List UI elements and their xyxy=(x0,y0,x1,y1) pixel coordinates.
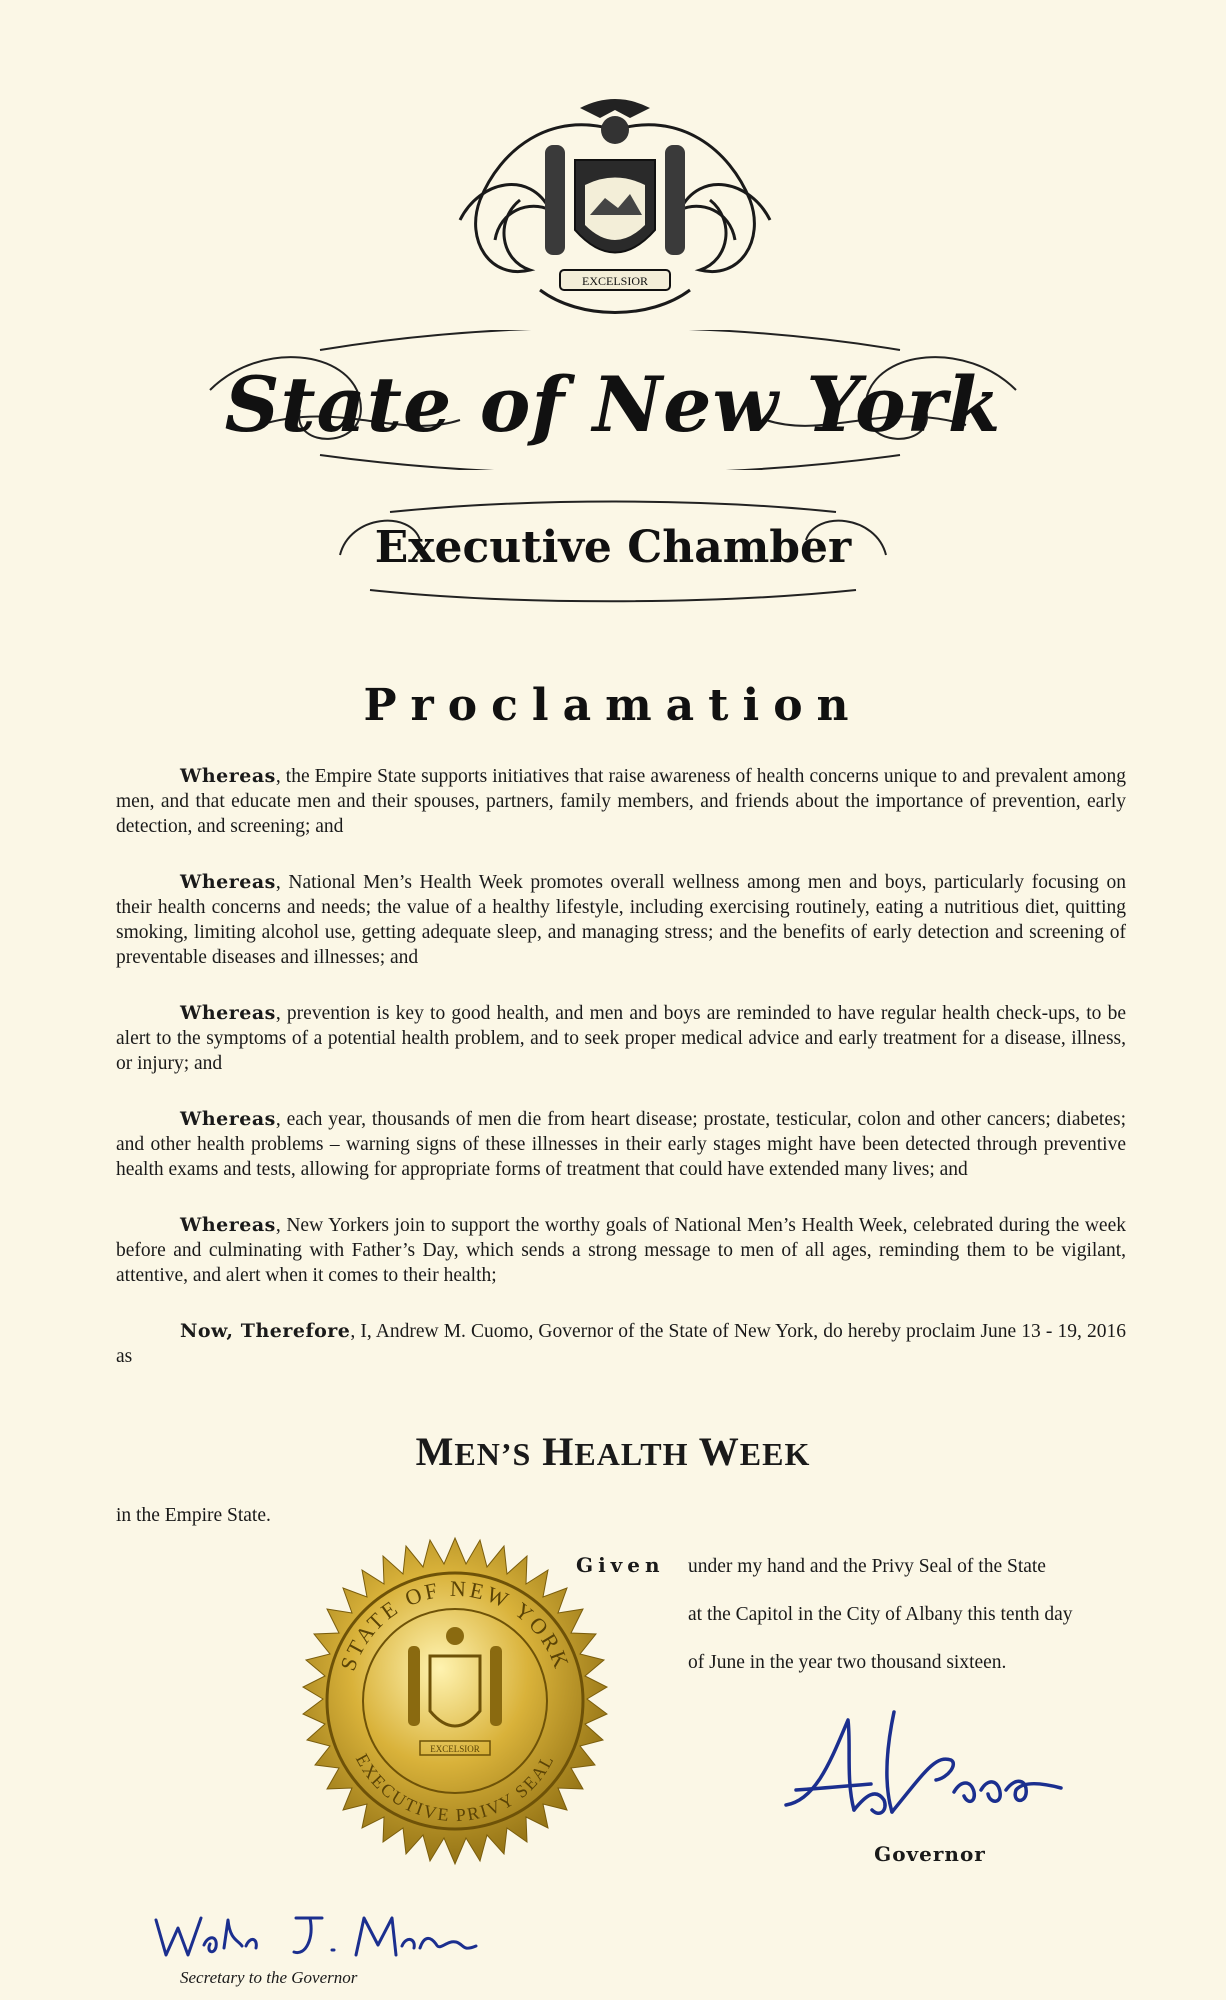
paragraph-lead: Whereas xyxy=(180,1214,276,1236)
event-word: EALTH xyxy=(574,1436,689,1472)
paragraph-lead: Whereas xyxy=(180,1108,276,1130)
whereas-paragraph xyxy=(116,1107,1126,1182)
event-initial: W xyxy=(698,1429,740,1474)
paragraph-lead: Whereas xyxy=(180,871,276,893)
event-word: EN’S xyxy=(454,1436,532,1472)
event-name xyxy=(0,1428,1226,1475)
given-line: at the Capitol in the City of Albany this tenth day xyxy=(688,1604,1073,1625)
chamber-name: Executive Chamber xyxy=(374,522,852,573)
given-line: of June in the year two thousand sixteen. xyxy=(688,1652,1007,1673)
paragraph-text: , I, Andrew M. Cuomo, Governor of the State of New York, do hereby proclaim June 13 - 19, 2016 as xyxy=(116,1321,1126,1367)
governor-signature xyxy=(776,1700,1076,1840)
event-initial: H xyxy=(542,1429,575,1474)
whereas-paragraph xyxy=(116,764,1126,839)
given-line: under my hand and the Privy Seal of the State xyxy=(688,1556,1046,1577)
proclamation-body xyxy=(116,764,1126,1400)
paragraph-lead: Now, Therefore xyxy=(180,1320,351,1342)
state-crest-emblem xyxy=(440,90,790,325)
whereas-paragraph xyxy=(116,1001,1126,1076)
therefore-paragraph xyxy=(116,1319,1126,1369)
chamber-heading xyxy=(330,500,896,610)
seal-top-text: STATE OF NEW YORK xyxy=(334,1575,576,1674)
state-name: State of New York xyxy=(224,360,1002,449)
event-initial: M xyxy=(415,1429,455,1474)
event-word: EEK xyxy=(739,1436,811,1472)
location-line: in the Empire State. xyxy=(116,1505,271,1526)
crest-motto: EXCELSIOR xyxy=(582,274,648,288)
secretary-label: Secretary to the Governor xyxy=(180,1968,358,1987)
paragraph-text: , National Men’s Health Week promotes overall wellness among men and boys, particularly focusing on their health concerns and needs; the value of a healthy lifestyle, including exercising routinely, eating a nutritious diet, quitting smoking, limiting alcohol use, getting adequate sleep, and managing stress; and the benefits of early detection and screening of preventable diseases and illnesses; and xyxy=(116,872,1126,968)
executive-privy-seal xyxy=(290,1536,620,1866)
seal-bottom-text: EXECUTIVE PRIVY SEAL xyxy=(351,1750,559,1826)
whereas-paragraph xyxy=(116,870,1126,970)
paragraph-lead: Whereas xyxy=(180,1002,276,1024)
document-title: Proclamation xyxy=(363,680,863,731)
paragraph-text: , prevention is key to good health, and men and boys are reminded to have regular health check-ups, to be alert to the symptoms of a potential health problem, and to seek proper medical advice and early treatment for a disease, illness, or injury; and xyxy=(116,1003,1126,1074)
paragraph-text: , the Empire State supports initiatives that raise awareness of health concerns unique to and prevalent among men, and that educate men and their spouses, partners, family members, and friends about the importance of prevention, early detection, and screening; and xyxy=(116,766,1126,837)
whereas-paragraph xyxy=(116,1213,1126,1288)
seal-motto: EXCELSIOR xyxy=(430,1744,480,1754)
state-heading xyxy=(200,330,1026,470)
paragraph-text: , each year, thousands of men die from heart disease; prostate, testicular, colon and other cancers; diabetes; and other health problems – warning signs of these illnesses in their early stages might have been detected through preventive health exams and tests, allowing for appropriate forms of treatment that could have extended many lives; and xyxy=(116,1109,1126,1180)
paragraph-lead: Whereas xyxy=(180,765,276,787)
governor-label: Governor xyxy=(874,1842,986,1866)
paragraph-text: , New Yorkers join to support the worthy goals of National Men’s Health Week, celebrated during the week before and culminating with Father’s Day, which sends a strong message to men of all ages, reminding them to be vigilant, attentive, and alert when it comes to their health; xyxy=(116,1215,1126,1286)
given-word: Given xyxy=(576,1553,665,1577)
secretary-signature xyxy=(146,1900,486,1970)
